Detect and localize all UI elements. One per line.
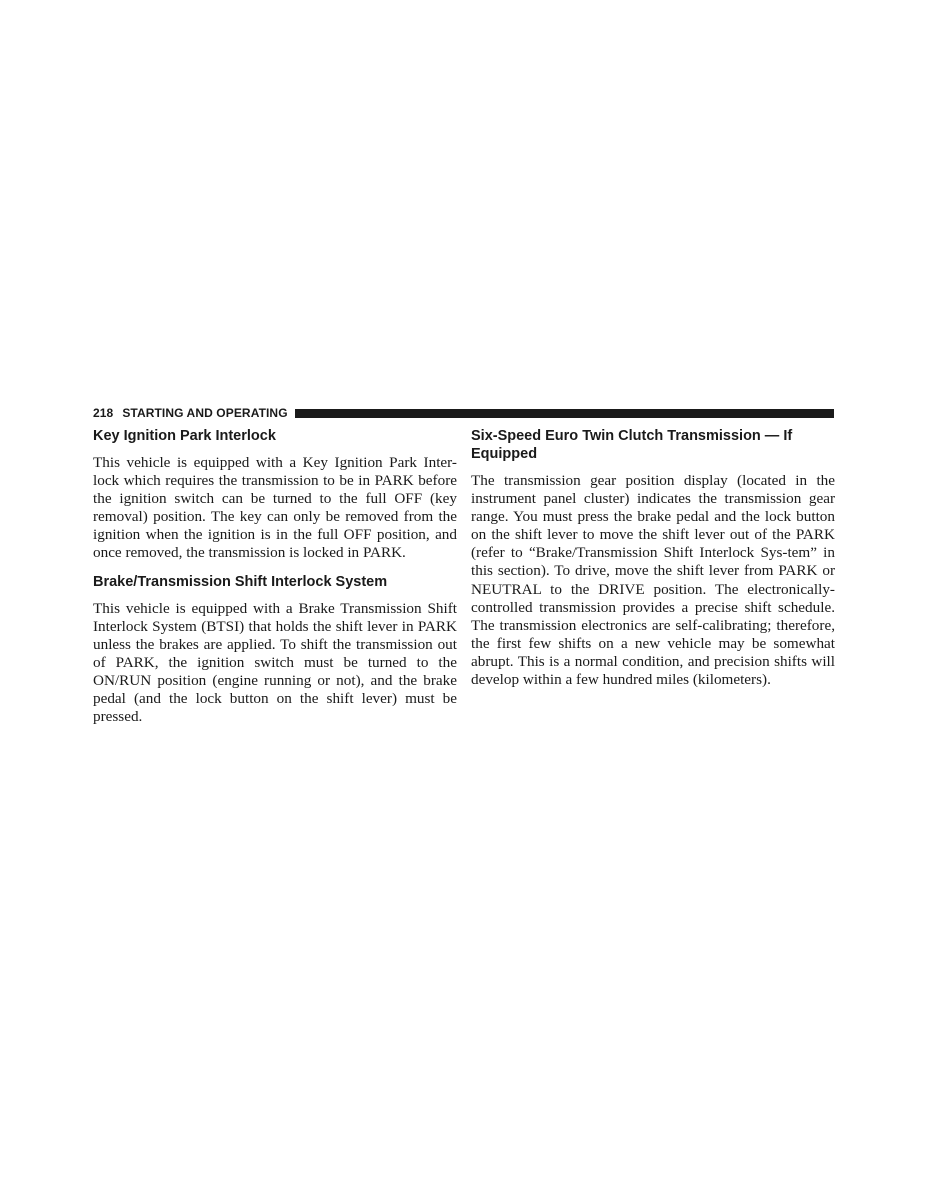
left-column [93, 427, 457, 726]
right-column [471, 427, 835, 689]
heading-six-speed-transmission: Six-Speed Euro Twin Clutch Transmission — If Equipped [471, 428, 793, 462]
paragraph-brake-transmission-shift-interlock: This vehicle is equipped with a Brake Transmission Shift Interlock System (BTSI) that holds the shift lever in PARK unless the brakes are applied. To shift the transmission out of PARK, the ignition switch must be turned to the ON/RUN position (engine running or not), and the brake pedal (and the lock button on the shift lever) must be pressed. [93, 599, 457, 726]
heading-brake-transmission-shift-interlock: Brake/Transmission Shift Interlock System [93, 573, 388, 590]
section-title: STARTING AND OPERATING [122, 406, 288, 420]
paragraph-six-speed-transmission: The transmission gear position display (located in the instrument panel cluster) indicates the transmission gear range. You must press the brake pedal and the lock button on the shift lever to move the shift lever out of the PARK (refer to “Brake/Transmission Shift Interlock Sys-tem” in this section). To drive, move the shift lever from PARK or NEUTRAL to the DRIVE position. The electronically-controlled transmission provides a precise shift schedule. The transmission electronics are self-calibrating; therefore, the first few shifts on a new vehicle may be somewhat abrupt. This is a normal condition, and precision shifts will develop within a few hundred miles (kilometers). [471, 472, 835, 689]
page-number: 218 [93, 406, 114, 420]
header-rule [295, 409, 834, 418]
paragraph-key-ignition-park-interlock: This vehicle is equipped with a Key Ignition Park Inter-lock which requires the transmission to be in PARK before the ignition switch can be turned to the full OFF (key removal) position. The key can only be removed from the ignition when the ignition is in the full OFF position, and once removed, the transmission is locked in PARK. [93, 454, 457, 562]
heading-key-ignition-park-interlock: Key Ignition Park Interlock [93, 428, 276, 444]
page-header [93, 405, 834, 421]
